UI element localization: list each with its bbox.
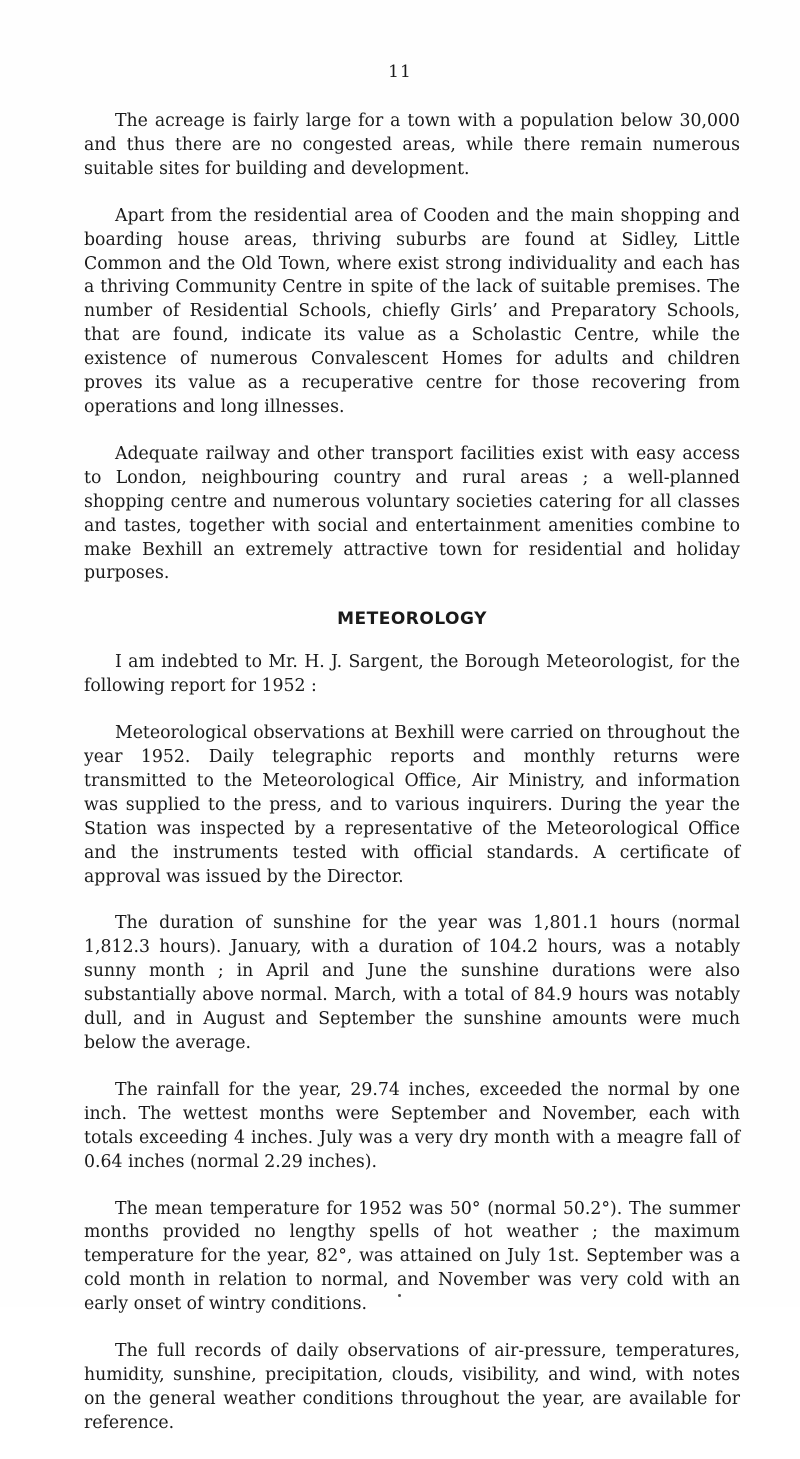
paragraph: The mean temperature for 1952 was 50° (normal 50.2°). The summer months provided no lengthy spells of hot weather ; the maximum temperature for the year, 82°, was attained on July 1st. September was a cold month in relation to normal, and November was very cold with an early onset of wintry conditions. <box>84 1198 740 1315</box>
paragraph: Meteorological observations at Bexhill were carried on throughout the year 1952. Daily telegraphic reports and monthly returns were transmitted to the Meteorological Office, Air Ministry, and information was supplied to the press, and to various inquirers. During the year the Station was inspected by a representative of the Meteorological Office and the instruments tested with official standards. A certificate of approval was issued by the Director. <box>84 723 740 887</box>
page-number: 11 <box>388 62 412 82</box>
paragraph: The full records of daily observations of air-pressure, temperatures, humidity, sunshine, precipitation, clouds, visibility, and wind, with notes on the general weather conditions throughout the year, are available for reference. <box>84 1341 740 1433</box>
section-heading: METEOROLOGY <box>337 609 487 630</box>
paragraph: The duration of sunshine for the year was 1,801.1 hours (normal 1,812.3 hours). January, with a duration of 104.2 hours, was a notably sunny month ; in April and June the sunshine durations were also substantially above normal. March, with a total of 84.9 hours was notably dull, and in August and September the sunshine amounts were much below the average. <box>84 913 740 1053</box>
paragraph: The acreage is fairly large for a town with a population below 30,000 and thus there are no congested areas, while there remain numerous suitable sites for building and development. <box>84 111 740 179</box>
body-text <box>84 110 740 1459</box>
paragraph: The rainfall for the year, 29.74 inches, exceeded the normal by one inch. The wettest months were September and November, each with totals exceeding 4 inches. July was a very dry month with a meagre fall of 0.64 inches (normal 2.29 inches). <box>84 1079 740 1172</box>
paragraph: Adequate railway and other transport facilities exist with easy access to London, neighbouring country and rural areas ; a well-planned shopping centre and numerous voluntary societies catering for all classes and tastes, together with social and entertainment amenities combine to make Bexhill an extremely attractive town for residential and holiday purposes. <box>84 443 740 584</box>
paragraph: Apart from the residential area of Cooden and the main shopping and boarding house areas, thriving suburbs are found at Sidley, Little Common and the Old Town, where exist strong individuality and each has a thriving Community Centre in spite of the lack of suitable premises. The number of Residential Schools, chiefly Girls’ and Preparatory Schools, that are found, indicate its value as a Scholastic Centre, while the existence of numerous Convalescent Homes for adults and children proves its value as a recuperative centre for those recovering from operations and long illnesses. <box>84 205 740 417</box>
print-speck <box>398 1294 401 1297</box>
paragraph: I am indebted to Mr. H. J. Sargent, the Borough Meteorologist, for the following report for 1952 : <box>84 652 740 697</box>
